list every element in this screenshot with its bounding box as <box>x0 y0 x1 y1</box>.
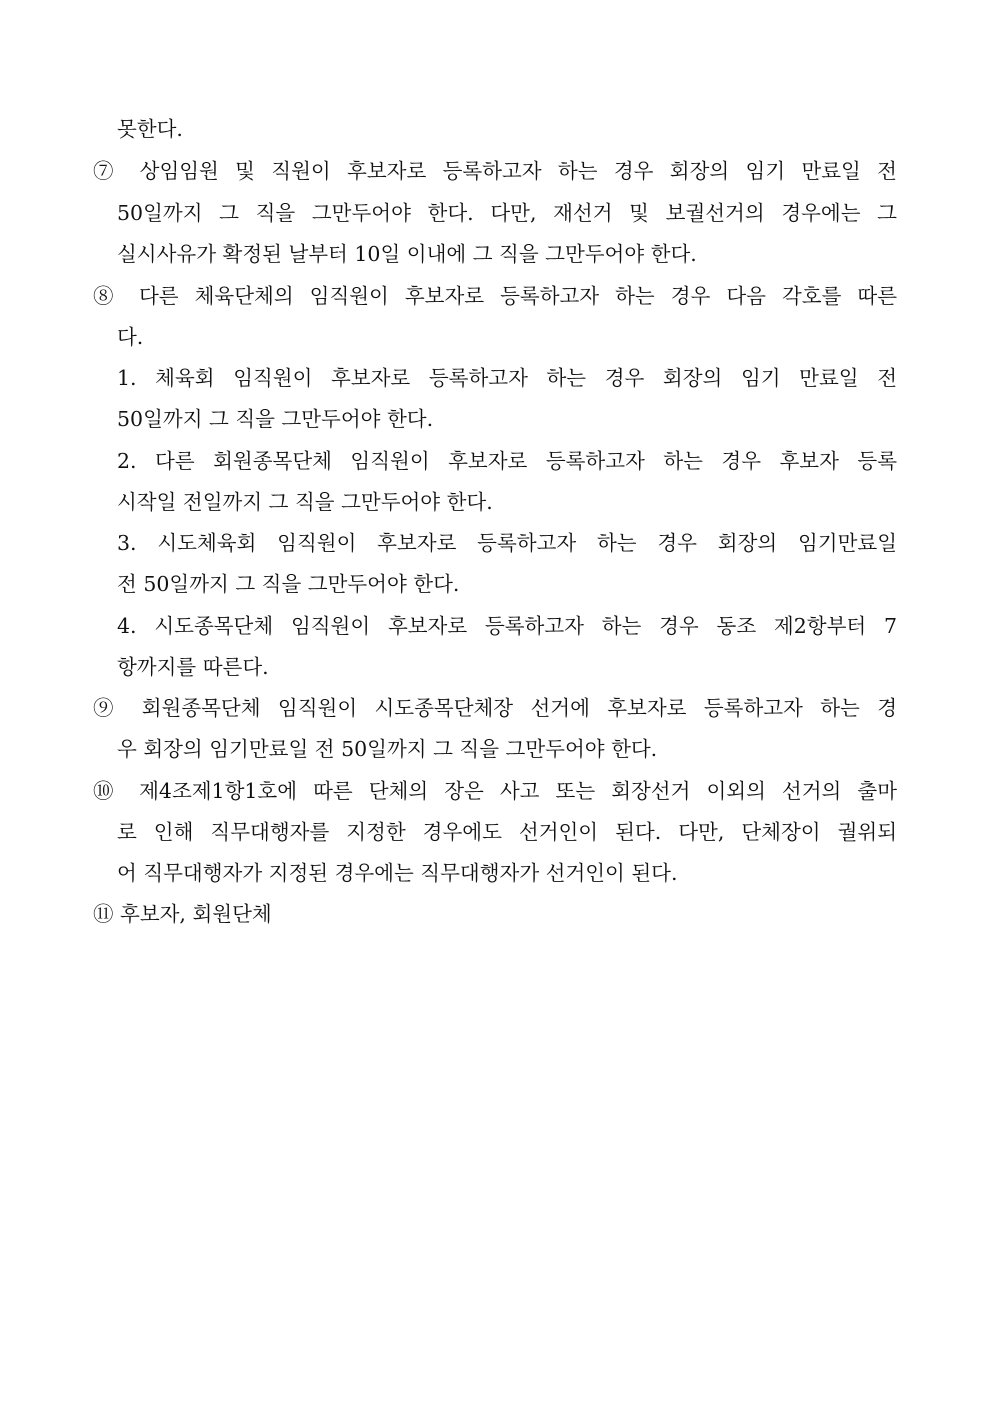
paragraph-9-line: 우 회장의 임기만료일 전 50일까지 그 직을 그만두어야 한다. <box>117 737 658 761</box>
paragraph-7-line: ⑦ 상임임원 및 직원이 후보자로 등록하고자 하는 경우 회장의 임기 만료일 전 <box>93 159 897 183</box>
list-item-2-line: 2. 다른 회원종목단체 임직원이 후보자로 등록하고자 하는 경우 후보자 등록 <box>117 449 897 473</box>
list-item-1-line: 1. 체육회 임직원이 후보자로 등록하고자 하는 경우 회장의 임기 만료일 전 <box>117 366 897 390</box>
list-item-3-line: 전 50일까지 그 직을 그만두어야 한다. <box>117 572 460 596</box>
list-item-4-line: 항까지를 따른다. <box>117 655 269 679</box>
paragraph-10-line: 로 인해 직무대행자를 지정한 경우에도 선거인이 된다. 다만, 단체장이 궐위되 <box>117 820 897 844</box>
paragraph-9-line: ⑨ 회원종목단체 임직원이 시도종목단체장 선거에 후보자로 등록하고자 하는 경 <box>93 696 897 720</box>
paragraph-8-line: 다. <box>117 325 144 349</box>
text-line: 못한다. <box>117 117 183 141</box>
paragraph-8-line: ⑧ 다른 체육단체의 임직원이 후보자로 등록하고자 하는 경우 다음 각호를 따른 <box>93 284 897 308</box>
list-item-2-line: 시작일 전일까지 그 직을 그만두어야 한다. <box>117 490 493 514</box>
paragraph-7-line: 실시사유가 확정된 날부터 10일 이내에 그 직을 그만두어야 한다. <box>117 242 697 266</box>
paragraph-7-line: 50일까지 그 직을 그만두어야 한다. 다만, 재선거 및 보궐선거의 경우에는 그 <box>117 201 897 225</box>
paragraph-10-line: 어 직무대행자가 지정된 경우에는 직무대행자가 선거인이 된다. <box>117 861 678 885</box>
list-item-4-line: 4. 시도종목단체 임직원이 후보자로 등록하고자 하는 경우 동조 제2항부터 7 <box>117 614 897 638</box>
paragraph-10-line: ⑩ 제4조제1항1호에 따른 단체의 장은 사고 또는 회장선거 이외의 선거의 출마 <box>93 779 897 803</box>
list-item-1-line: 50일까지 그 직을 그만두어야 한다. <box>117 407 434 431</box>
paragraph-11-line: ⑪ 후보자, 회원단체 <box>93 902 272 926</box>
list-item-3-line: 3. 시도체육회 임직원이 후보자로 등록하고자 하는 경우 회장의 임기만료일 <box>117 531 897 555</box>
